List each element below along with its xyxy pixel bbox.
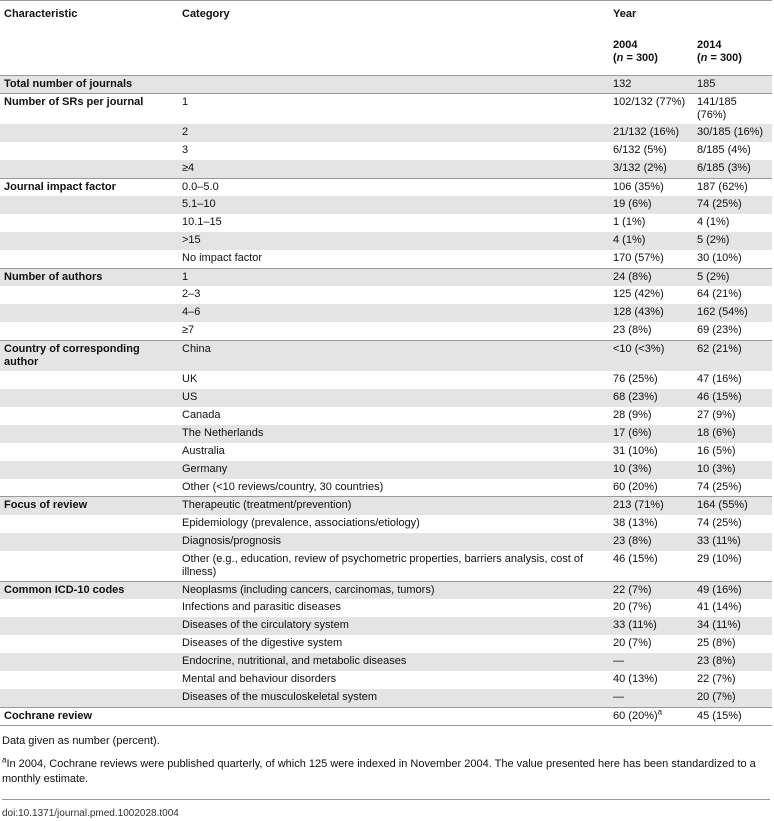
header-2014-n: (n = 300)	[697, 52, 742, 64]
cell-2014: 74 (25%)	[697, 480, 742, 493]
cell-category: Other (e.g., education, review of psychometric properties, barriers analysis, cost of illness)	[182, 552, 584, 578]
cell-category: 1	[182, 96, 189, 108]
cell-2014: 187 (62%)	[697, 180, 748, 193]
cell-2014: 64 (21%)	[697, 288, 742, 300]
cell-2014: 30/185 (16%)	[693, 124, 772, 142]
cell-2014: 45 (15%)	[697, 709, 742, 722]
cell-characteristic	[0, 551, 178, 582]
cell-2004: 213 (71%)	[609, 497, 693, 515]
cell-characteristic	[0, 124, 178, 142]
cell-characteristic	[0, 443, 178, 461]
cell-characteristic	[0, 304, 178, 322]
footnote-mark: a	[2, 754, 7, 764]
cell-characteristic	[0, 599, 178, 617]
cell-2004: 4 (1%)	[609, 232, 693, 250]
cell-category: US	[178, 389, 609, 407]
cell-2014: 16 (5%)	[697, 444, 736, 457]
cell-category: UK	[182, 372, 198, 385]
cell-2014: 69 (23%)	[697, 324, 742, 336]
table-row	[0, 551, 772, 582]
cell-2014: 29 (10%)	[697, 552, 742, 565]
cell-2004: 60 $(20\%)^a$	[613, 706, 663, 722]
cell-category: The Netherlands	[178, 425, 609, 443]
cell-category: Diseases of the digestive system	[182, 637, 343, 649]
table-row	[0, 689, 772, 707]
cell-2004: 17 (6%)	[609, 425, 693, 443]
cell-2004: 40 (13%)	[613, 673, 658, 685]
cell-category: 5.1–10	[178, 196, 609, 214]
table-row	[0, 371, 772, 389]
cell-2004: 24 (8%)	[609, 268, 693, 286]
cell-2004: 22 (7%)	[609, 581, 693, 599]
table-row	[0, 94, 772, 125]
cell-category: 4–6	[178, 304, 609, 322]
table-row	[0, 142, 772, 160]
cell-2014: 74 (25%)	[697, 516, 742, 529]
cell-2014: 74 (25%)	[693, 196, 772, 214]
cell-2004: 46 (15%)	[613, 552, 658, 565]
table-row	[0, 304, 772, 322]
cell-category: 3	[182, 144, 189, 156]
cell-characteristic	[0, 371, 178, 389]
cell-category: ≥4	[178, 160, 609, 178]
cell-characteristic	[0, 142, 178, 160]
table-row	[0, 671, 772, 689]
cell-characteristic	[0, 389, 178, 407]
cell-2004: 31 (10%)	[613, 444, 658, 457]
cell-category: Diagnosis/prognosis	[178, 533, 609, 551]
header-2004	[609, 34, 693, 76]
cell-category: >15	[178, 232, 609, 250]
cell-characteristic	[0, 322, 178, 340]
cell-category: Infections and parasitic diseases	[182, 601, 341, 613]
doi-link[interactable]: doi:10.1371/journal.pmed.1002028.t004	[2, 799, 770, 821]
table-row	[0, 497, 772, 515]
cell-2004: 23 (8%)	[613, 324, 652, 336]
cell-characteristic	[0, 515, 178, 533]
cell-category: ≥7	[182, 324, 195, 336]
footnote-a	[2, 754, 770, 787]
cell-2004: 1 (1%)	[613, 216, 646, 228]
cell-2014: 33 (11%)	[693, 533, 772, 551]
cell-characteristic	[0, 671, 178, 689]
cell-2004: 28 (9%)	[613, 408, 652, 421]
table-row	[0, 214, 772, 232]
table-row	[0, 635, 772, 653]
cell-2014: 23 (8%)	[693, 653, 772, 671]
cell-2004: 10 (3%)	[609, 461, 693, 479]
cell-2014: 62 (21%)	[693, 340, 772, 371]
cell-characteristic	[0, 533, 178, 551]
cell-category: 1	[178, 268, 609, 286]
cell-2004: 170 (57%)	[613, 252, 664, 264]
cell-2014: 8/185 (4%)	[697, 144, 751, 156]
table-row	[0, 461, 772, 479]
cell-characteristic	[0, 689, 178, 707]
cell-2004: 21/132 (16%)	[609, 124, 693, 142]
cell-category: 10.1–15	[182, 216, 222, 228]
cell-characteristic: Journal impact factor	[4, 180, 116, 193]
cell-category	[178, 707, 609, 725]
data-note: Data given as number (percent).	[2, 734, 160, 747]
cell-2004: 3/132 (2%)	[609, 160, 693, 178]
cell-2014: 18 (6%)	[693, 425, 772, 443]
cell-characteristic	[0, 250, 178, 268]
cell-2004: 20 (7%)	[613, 637, 652, 649]
cell-category: Australia	[182, 444, 225, 457]
cell-characteristic	[0, 232, 178, 250]
cell-2004: 38 (13%)	[613, 516, 658, 529]
cell-category: Diseases of the circulatory system	[178, 617, 609, 635]
cell-characteristic	[0, 425, 178, 443]
cell-2004: 102/132 (77%)	[613, 96, 686, 108]
table-row	[0, 389, 772, 407]
cell-characteristic	[0, 196, 178, 214]
cell-2014: 6/185 (3%)	[693, 160, 772, 178]
table-body	[0, 76, 772, 726]
table-row	[0, 178, 772, 196]
cell-2004: 33 (11%)	[609, 617, 693, 635]
cell-characteristic	[0, 214, 178, 232]
table-row	[0, 617, 772, 635]
footnote-ref[interactable]: a	[657, 706, 663, 716]
cell-2004: 6/132 (5%)	[613, 144, 667, 156]
cell-2004: 19 (6%)	[609, 196, 693, 214]
cell-2014: 185	[693, 76, 772, 94]
cell-characteristic: Number of authors	[0, 268, 178, 286]
table-row	[0, 533, 772, 551]
cell-2014: 20 (7%)	[693, 689, 772, 707]
table-row	[0, 425, 772, 443]
cell-category: Diseases of the musculoskeletal system	[178, 689, 609, 707]
header-2004-n: (n = 300)	[613, 52, 658, 64]
cell-2004: 23 (8%)	[609, 533, 693, 551]
table-row	[0, 76, 772, 94]
cell-2014: 4 (1%)	[697, 216, 730, 228]
cell-2004: —	[609, 653, 693, 671]
cell-2014: 141/185 (76%)	[697, 96, 737, 121]
cell-category: Canada	[182, 408, 221, 421]
cell-category: Mental and behaviour disorders	[182, 673, 337, 685]
cell-2014: 49 (16%)	[693, 581, 772, 599]
table-notes	[0, 734, 772, 821]
cell-2004: 60 (20%)	[613, 480, 658, 493]
cell-2004: 76 (25%)	[613, 372, 658, 385]
cell-category: No impact factor	[182, 252, 263, 264]
table-row	[0, 479, 772, 497]
cell-characteristic	[0, 407, 178, 425]
table-header	[0, 1, 772, 76]
cell-category: Epidemiology (prevalence, associations/etiology)	[182, 516, 420, 529]
table-row	[0, 707, 772, 725]
table-row	[0, 443, 772, 461]
cell-characteristic: Focus of review	[0, 497, 178, 515]
header-category: Category	[178, 1, 609, 35]
header-2014-year: 2014	[697, 39, 722, 51]
cell-characteristic: Cochrane review	[4, 709, 93, 722]
table-row	[0, 340, 772, 371]
cell-2004: 68 (23%)	[609, 389, 693, 407]
cell-2014: 162 (54%)	[693, 304, 772, 322]
cell-characteristic	[0, 160, 178, 178]
cell-characteristic: Total number of journals	[0, 76, 178, 94]
cell-category: Endocrine, nutritional, and metabolic diseases	[178, 653, 609, 671]
cell-2014: 34 (11%)	[693, 617, 772, 635]
cell-category: Therapeutic (treatment/prevention)	[178, 497, 609, 515]
subheader-row	[0, 34, 772, 76]
cell-characteristic	[0, 461, 178, 479]
cell-2014: 46 (15%)	[693, 389, 772, 407]
table-row	[0, 407, 772, 425]
cell-2014: 5 (2%)	[693, 268, 772, 286]
cell-characteristic	[0, 286, 178, 304]
header-year: Year	[609, 1, 772, 35]
cell-2004: 125 (42%)	[613, 288, 664, 300]
cell-characteristic: Common ICD-10 codes	[0, 581, 178, 599]
cell-2014: 41 (14%)	[697, 601, 742, 613]
cell-2014: 22 (7%)	[697, 673, 736, 685]
cell-2014: 47 (16%)	[697, 372, 742, 385]
cell-category: 0.0–5.0	[182, 180, 219, 193]
header-row	[0, 1, 772, 35]
header-characteristic: Characteristic	[0, 1, 178, 35]
cell-2014: 10 (3%)	[693, 461, 772, 479]
cell-category: China	[178, 340, 609, 371]
cell-2004: —	[609, 689, 693, 707]
table-row	[0, 250, 772, 268]
footnote-text: In 2004, Cochrane reviews were published quarterly, of which 125 were indexed in November 2004. The value presented here has been standardized to a monthly estimate.	[2, 757, 756, 785]
cell-2004: 132	[609, 76, 693, 94]
cell-category: Neoplasms (including cancers, carcinomas, tumors)	[178, 581, 609, 599]
table-row	[0, 268, 772, 286]
cell-characteristic	[0, 617, 178, 635]
cell-characteristic: Country of corresponding author	[0, 340, 178, 371]
cell-2014: 5 (2%)	[693, 232, 772, 250]
table-row	[0, 286, 772, 304]
table-row	[0, 196, 772, 214]
table-row	[0, 232, 772, 250]
cell-2014: 164 (55%)	[693, 497, 772, 515]
cell-category: 2	[178, 124, 609, 142]
table-row	[0, 515, 772, 533]
cell-2014: 30 (10%)	[697, 252, 742, 264]
cell-category	[178, 76, 609, 94]
table-row	[0, 160, 772, 178]
cell-2014: 25 (8%)	[697, 637, 736, 649]
cell-category: Other (<10 reviews/country, 30 countries)	[182, 480, 384, 493]
table-row	[0, 581, 772, 599]
cell-2004: 128 (43%)	[609, 304, 693, 322]
table-row	[0, 322, 772, 340]
cell-2014: 27 (9%)	[697, 408, 736, 421]
cell-characteristic	[0, 635, 178, 653]
cell-category: 2–3	[182, 288, 201, 300]
cell-2004: <10 (<3%)	[609, 340, 693, 371]
header-2014	[693, 34, 772, 76]
cell-2004: 20 (7%)	[613, 601, 652, 613]
cell-2004: 106 (35%)	[613, 180, 664, 193]
cell-characteristic: Number of SRs per journal	[4, 96, 144, 108]
table-row	[0, 599, 772, 617]
table-row	[0, 653, 772, 671]
table-row	[0, 124, 772, 142]
cell-category: Germany	[178, 461, 609, 479]
header-2004-year: 2004	[613, 39, 638, 51]
cell-characteristic	[0, 479, 178, 497]
cell-characteristic	[0, 653, 178, 671]
